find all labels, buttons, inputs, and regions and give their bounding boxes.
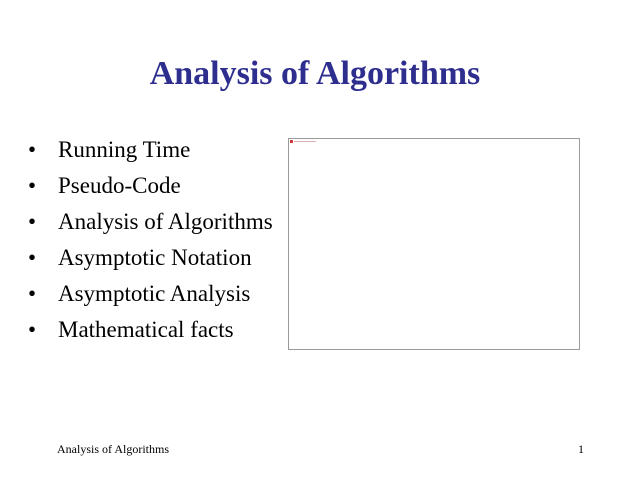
footer-text: Analysis of Algorithms bbox=[57, 442, 170, 456]
image-caption-line bbox=[294, 141, 316, 142]
bullet-text: Running Time bbox=[58, 137, 191, 162]
bullet-icon: • bbox=[28, 137, 37, 162]
bullet-text: Analysis of Algorithms bbox=[58, 209, 273, 234]
bullet-icon: • bbox=[28, 281, 37, 306]
bullet-icon: • bbox=[28, 317, 37, 342]
broken-image-icon bbox=[290, 140, 293, 143]
bullet-icon: • bbox=[28, 209, 37, 234]
bullet-list bbox=[28, 137, 278, 353]
page-number: 1 bbox=[578, 442, 584, 456]
bullet-item bbox=[28, 209, 278, 234]
bullet-text: Mathematical facts bbox=[58, 317, 234, 342]
bullet-text: Asymptotic Analysis bbox=[58, 281, 251, 306]
bullet-icon: • bbox=[28, 173, 37, 198]
bullet-item bbox=[28, 245, 278, 270]
bullet-item bbox=[28, 317, 278, 342]
embedded-picture-placeholder bbox=[288, 138, 580, 350]
bullet-item bbox=[28, 137, 278, 162]
slide-title: Analysis of Algorithms bbox=[149, 55, 481, 92]
bullet-item bbox=[28, 281, 278, 306]
bullet-item bbox=[28, 173, 278, 198]
bullet-icon: • bbox=[28, 245, 37, 270]
bullet-text: Asymptotic Notation bbox=[58, 245, 252, 270]
bullet-text: Pseudo-Code bbox=[58, 173, 181, 198]
